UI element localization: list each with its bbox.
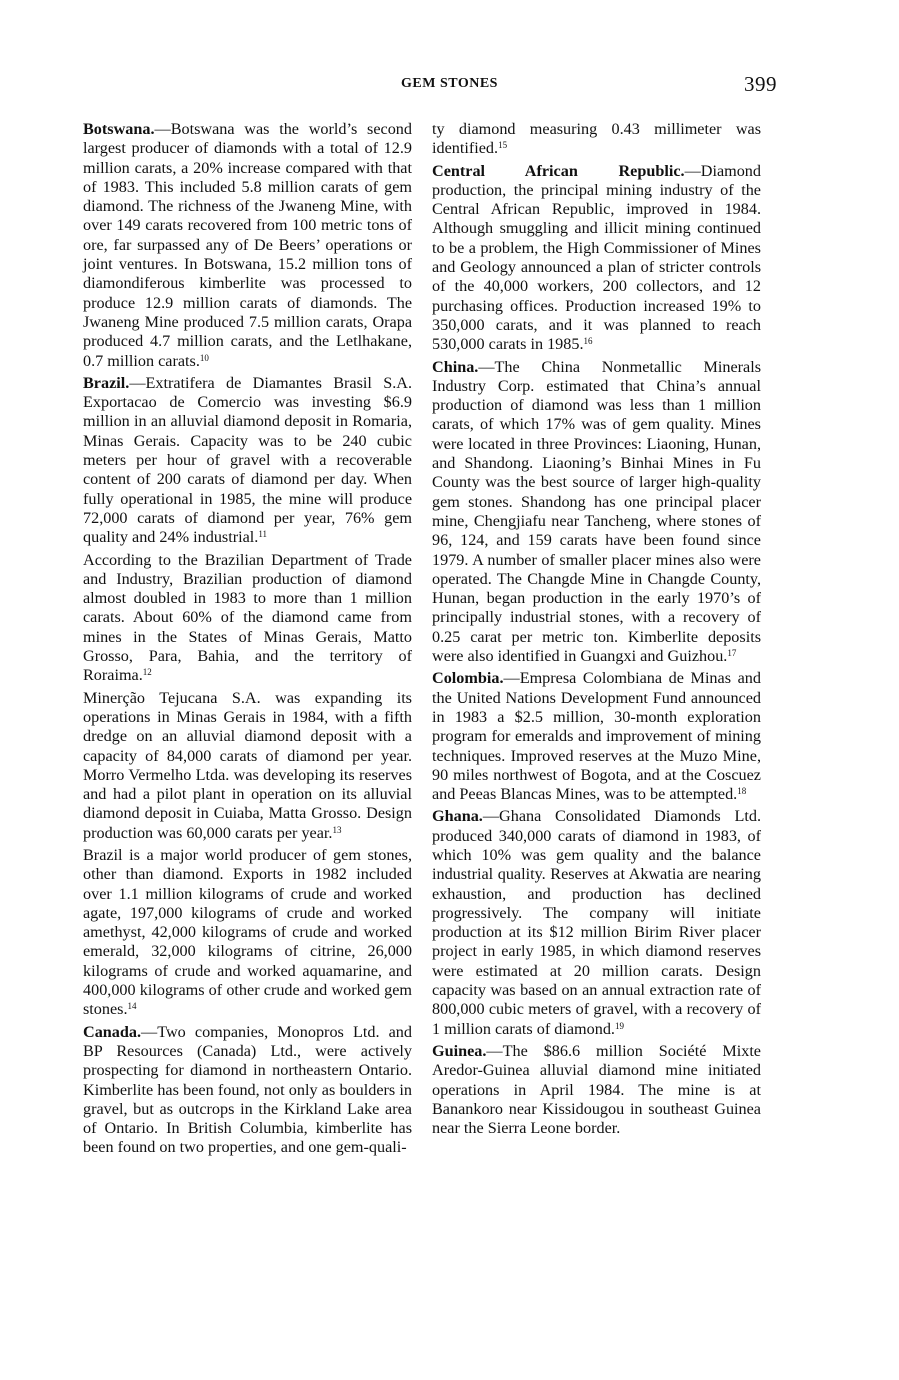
paragraph-lead: Central African Republic. bbox=[432, 161, 685, 180]
paragraph-lead: Colombia. bbox=[432, 669, 504, 688]
paragraph-text: Brazil is a major world producer of gem stones, other than diamond. Exports in 1982 included over 1.1 million kilograms of crude and worked agate, 197,000 kilograms of crude and worked amethyst, 42,000 kilograms of crude and worked emerald, 32,000 kilograms of citrine, 26,000 kilograms of crude and worked aquamarine, and 400,000 kilograms of other crude and worked gem stones. bbox=[83, 845, 412, 1019]
footnote-marker: 10 bbox=[199, 352, 209, 363]
footnote-marker: 11 bbox=[258, 529, 268, 540]
paragraph-text: —The China Nonmetallic Minerals Industry Corp. estimated that China’s annual production of diamond was less than 1 million carats, of which 17% was of gem quality. Mines were located in three Provinces: Liaoning, Hunan, and Shandong. Liaoning’s Binhai Mines in Fu County was the best source of larger high-quality gem stones. Shandong has one principal placer mine, Chengjiafu near Tancheng, where stones of 96, 124, and 159 carats have been found since 1979. A number of smaller placer mines also were operated. The Changde Mine in Changde County, Hunan, began production in the early 1970’s of principally industrial stones, with a recovery of 0.25 carat per metric ton. Kimberlite deposits were also identified in Guangxi and Guizhou. bbox=[432, 357, 761, 666]
paragraph-lead: Guinea. bbox=[432, 1041, 487, 1060]
paragraph-brazil-tejucana bbox=[83, 689, 412, 843]
paragraph-china bbox=[432, 358, 761, 667]
paragraph-brazil-trade bbox=[83, 551, 412, 686]
footnote-marker: 12 bbox=[142, 667, 152, 678]
footnote-marker: 16 bbox=[583, 336, 593, 347]
paragraph-lead: Canada. bbox=[83, 1022, 142, 1041]
paragraph-lead: Ghana. bbox=[432, 807, 483, 826]
footnote-marker: 14 bbox=[127, 1001, 137, 1012]
paragraph-ghana bbox=[432, 807, 761, 1039]
paragraph-canada bbox=[83, 1023, 412, 1158]
left-column bbox=[83, 120, 412, 1161]
paragraph-text: —Botswana was the world’s second largest producer of diamonds with a total of 12.9 million carats, a 20% increase compared with that of 1983. This included 5.8 million carats of gem diamond. The richness of the Jwaneng Mine, with over 149 carats recovered from 100 metric tons of ore, far surpassed any of De Beers’ operations or joint ventures. In Botswana, 15.2 million tons of diamondiferous kimberlite was processed to produce 12.9 million carats of diamonds. The Jwaneng Mine produced 7.5 million carats, Orapa produced 4.7 million carats, and the Letlhakane, 0.7 million carats. bbox=[83, 120, 412, 370]
paragraph-brazil-gem-exports bbox=[83, 846, 412, 1020]
paragraph-canada-continued bbox=[432, 120, 761, 159]
footnote-marker: 18 bbox=[737, 786, 747, 797]
paragraph-central-african-republic bbox=[432, 162, 761, 355]
paragraph-guinea bbox=[432, 1042, 761, 1138]
footnote-marker: 17 bbox=[727, 648, 737, 659]
paragraph-lead: Botswana. bbox=[83, 120, 155, 138]
paragraph-lead: Brazil. bbox=[83, 373, 130, 392]
paragraph-text: —Extratifera de Diamantes Brasil S.A. Exportacao de Comercio was investing $6.9 million in an alluvial diamond deposit in Romaria, Minas Gerais. Capacity was to be 240 cubic meters per hour of gravel with a recoverable content of 200 carats of diamond per day. When fully operational in 1985, the mine will produce 72,000 carats of diamond per year, 76% gem quality and 24% industrial. bbox=[83, 373, 412, 547]
paragraph-text: ty diamond measuring 0.43 millimeter was identified. bbox=[432, 120, 761, 158]
right-column bbox=[432, 120, 761, 1141]
paragraph-brazil bbox=[83, 374, 412, 548]
paragraph-text: —The $86.6 million Société Mixte Aredor-Guinea alluvial diamond mine initiated operations in April 1984. The mine is at Banankoro near Kissidougou in southeast Guinea near the Sierra Leone border. bbox=[432, 1041, 761, 1138]
paragraph-text: According to the Brazilian Department of Trade and Industry, Brazilian production of diamond almost doubled in 1983 to more than 1 million carats. About 60% of the diamond came from mines in the States of Minas Gerais, Matto Grosso, Para, Bahia, and the territory of Roraima. bbox=[83, 550, 412, 685]
page-header bbox=[0, 72, 899, 96]
paragraph-text: —Empresa Colombiana de Minas and the United Nations Development Fund announced in 1983 a $2.5 million, 30-month exploration program for emeralds and improvement of mining techniques. Improved reserves at the Muzo Mine, 90 miles northwest of Bogota, and at the Coscuez and Peeas Blancas Mines, was to be attempted. bbox=[432, 669, 761, 804]
paragraph-botswana bbox=[83, 120, 412, 371]
paragraph-lead: China. bbox=[432, 357, 479, 376]
page-number: 399 bbox=[744, 72, 777, 96]
paragraph-text: —Two companies, Monopros Ltd. and BP Resources (Canada) Ltd., were actively prospecting for diamond in northeastern Ontario. Kimberlite has been found, not only as boulders in gravel, but as outcrops in the Kirkland Lake area of Ontario. In British Columbia, kimberlite has been found on two properties, and one gem-quali- bbox=[83, 1022, 412, 1157]
footnote-marker: 19 bbox=[614, 1020, 624, 1031]
paragraph-text: —Diamond production, the principal mining industry of the Central African Republic, improved in 1984. Although smuggling and illicit mining continued to be a problem, the High Commissioner of Mines and Geology announced a plan of stricter controls of the 40,000 workers, 200 collectors, and 12 purchasing offices. Production increased 19% to 350,000 carats, and it was planned to reach 530,000 carats in 1985. bbox=[432, 161, 761, 354]
running-title: GEM STONES bbox=[401, 76, 498, 91]
footnote-marker: 15 bbox=[498, 140, 508, 151]
footnote-marker: 13 bbox=[332, 824, 342, 835]
paragraph-colombia bbox=[432, 669, 761, 804]
paragraph-text: —Ghana Consolidated Diamonds Ltd. produced 340,000 carats of diamond in 1983, of which 10% was gem quality and the balance industrial quality. Reserves at Akwatia are nearing exhaustion, and production has declined progressively. The company will initiate production at its $12 million Birim River placer project in early 1985, in which diamond reserves were estimated at 20 million carats. Design capacity was based on an annual extraction rate of 800,000 cubic meters of gravel, with a recovery of 1 million carats of diamond. bbox=[432, 807, 761, 1038]
paragraph-text: Minerção Tejucana S.A. was expanding its operations in Minas Gerais in 1984, with a fifth dredge on an alluvial diamond deposit with a capacity of 84,000 carats of diamond per year. Morro Vermelho Ltda. was developing its reserves and had a pilot plant in operation on its alluvial diamond deposit in Cuiaba, Matta Grosso. Design production was 60,000 carats per year. bbox=[83, 688, 412, 842]
